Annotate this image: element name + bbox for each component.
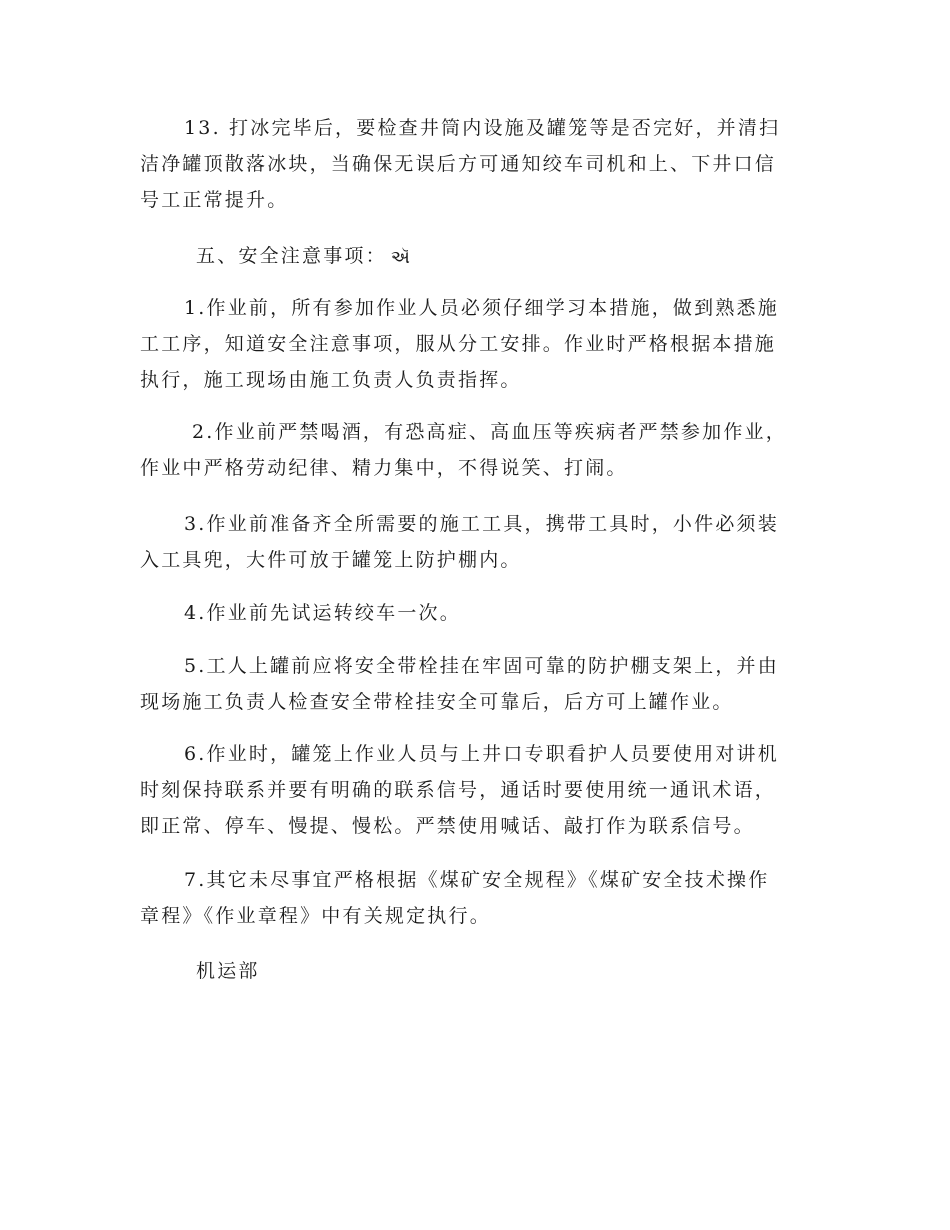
text-line: 章程》《作业章程》中有关规定执行。	[140, 905, 491, 927]
paragraph-item-2	[140, 414, 800, 486]
text-line: 洁净罐顶散落冰块，当确保无误后方可通知绞车司机和上、下井口信	[140, 153, 777, 175]
paragraph-item-1	[140, 290, 800, 398]
signature-department: 机运部	[196, 960, 260, 982]
decorative-mark-icon: ઍ	[390, 247, 410, 268]
text-line: 作业中严格劳动纪律、精力集中，不得说笑、打闹。	[140, 457, 628, 479]
paragraph-item-5	[140, 648, 800, 720]
paragraph-item-13	[140, 110, 800, 218]
paragraph-item-7	[140, 862, 800, 934]
text-line: 2.作业前严禁喝酒，有恐高症、高血压等疾病者严禁参加作业，	[192, 421, 787, 443]
section-heading	[196, 238, 410, 275]
text-line: 入工具兜，大件可放于罐笼上防护棚内。	[140, 549, 522, 571]
paragraph-item-3	[140, 506, 800, 578]
text-line: 5.工人上罐前应将安全带栓挂在牢固可靠的防护棚支架上，并由	[184, 655, 779, 677]
text-line: 时刻保持联系并要有明确的联系信号，通话时要使用统一通讯术语，	[140, 779, 777, 801]
text-line: 现场施工负责人检查安全带栓挂安全可靠后，后方可上罐作业。	[140, 691, 734, 713]
paragraph-item-6	[140, 736, 800, 844]
text-line: 号工正常提升。	[140, 189, 289, 211]
text-line: 工工序，知道安全注意事项，服从分工安排。作业时严格根据本措施	[140, 333, 777, 355]
text-line: 即正常、停车、慢提、慢松。严禁使用喊话、敲打作为联系信号。	[140, 815, 755, 837]
text-line: 13. 打冰完毕后，要检查井筒内设施及罐笼等是否完好，并清扫	[184, 117, 781, 139]
text-line: 7.其它未尽事宜严格根据《煤矿安全规程》《煤矿安全技术操作	[184, 869, 770, 891]
text-line: 4.作业前先试运转绞车一次。	[184, 602, 461, 624]
text-line: 执行，施工现场由施工负责人负责指挥。	[140, 369, 522, 391]
section-heading-text: 五、安全注意事项：	[196, 245, 387, 267]
text-line: 6.作业时，罐笼上作业人员与上井口专职看护人员要使用对讲机	[184, 743, 779, 765]
text-line: 1.作业前，所有参加作业人员必须仔细学习本措施，做到熟悉施	[184, 297, 779, 319]
paragraph-item-4	[140, 595, 800, 631]
text-line: 3.作业前准备齐全所需要的施工工具，携带工具时，小件必须装	[184, 513, 779, 535]
